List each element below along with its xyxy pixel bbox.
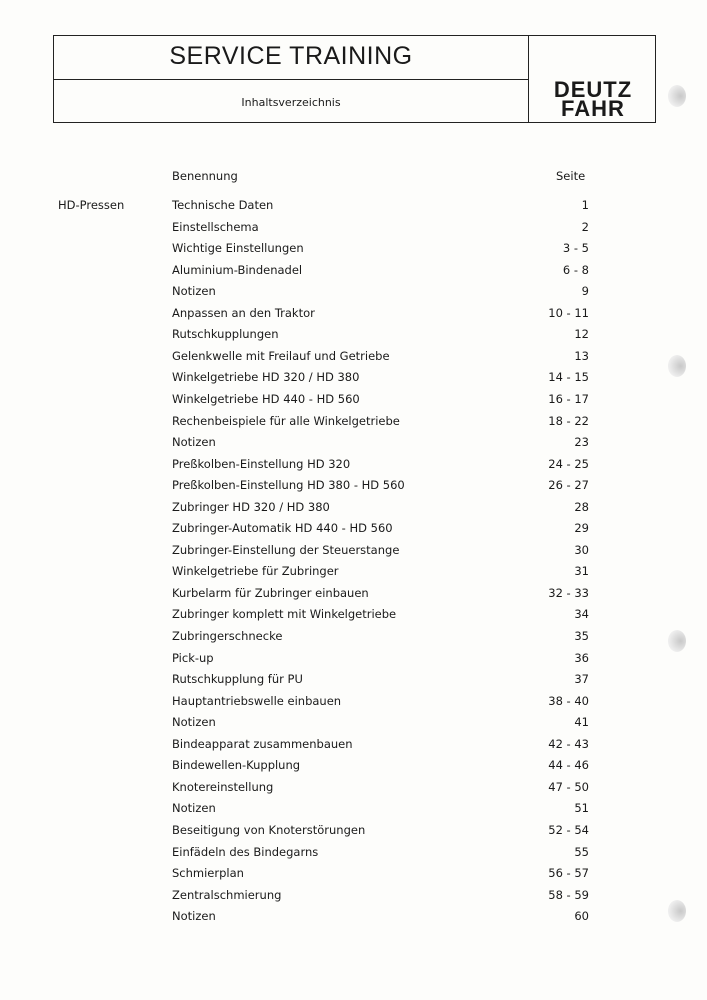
entry-title: Zubringer HD 320 / HD 380 <box>172 499 330 514</box>
toc-entry <box>172 370 589 388</box>
toc-entry <box>172 241 589 259</box>
entry-title: Knotereinstellung <box>172 779 274 794</box>
toc-entry <box>172 888 589 906</box>
entry-title: Rechenbeispiele für alle Winkelgetriebe <box>172 413 400 428</box>
entry-title: Winkelgetriebe HD 440 - HD 560 <box>172 391 360 406</box>
entry-page: 24 - 25 <box>548 456 589 471</box>
deutz-fahr-logo: DEUTZ FAHR <box>553 77 633 121</box>
toc-entry <box>172 694 589 712</box>
divider <box>528 36 529 122</box>
toc-entry <box>172 327 589 345</box>
entry-title: Zubringer-Einstellung der Steuerstange <box>172 542 400 557</box>
entry-page: 35 <box>574 629 589 643</box>
entry-page: 12 <box>574 327 589 342</box>
toc-entry <box>172 564 589 582</box>
toc-entry <box>172 629 589 647</box>
toc-entry <box>172 672 589 690</box>
document-subtitle: Inhaltsverzeichnis <box>241 96 341 109</box>
toc-entry <box>172 435 589 453</box>
entry-page: 14 - 15 <box>548 370 589 385</box>
toc-entry <box>172 586 589 604</box>
entry-title: Zubringer-Automatik HD 440 - HD 560 <box>172 521 393 536</box>
toc-entry <box>172 909 589 927</box>
column-header-page: Seite <box>556 169 586 183</box>
entry-page: 51 <box>574 801 589 816</box>
entry-page: 55 <box>574 844 589 859</box>
entry-title: Pick-up <box>172 650 214 665</box>
entry-page: 26 - 27 <box>548 478 589 493</box>
entry-page: 30 <box>574 542 589 557</box>
entry-title: Anpassen an den Traktor <box>172 305 315 320</box>
entry-page: 52 - 54 <box>548 822 589 837</box>
entry-page: 37 <box>574 672 589 687</box>
toc-entry <box>172 780 589 798</box>
document-title: SERVICE TRAINING <box>169 42 413 70</box>
entry-page: 29 <box>574 521 589 536</box>
toc-entry <box>172 543 589 561</box>
entry-page: 23 <box>574 435 589 450</box>
punch-hole <box>668 630 686 652</box>
section-label: HD-Pressen <box>58 198 125 212</box>
entry-title: Wichtige Einstellungen <box>172 241 304 256</box>
entry-title: Rutschkupplungen <box>172 327 279 342</box>
toc-entry <box>172 715 589 733</box>
column-header-name: Benennung <box>172 169 238 183</box>
entry-title: Kurbelarm für Zubringer einbauen <box>172 585 369 600</box>
entry-title: Bindewellen-Kupplung <box>172 758 301 773</box>
toc-entry <box>172 263 589 281</box>
entry-title: Bindeapparat zusammenbauen <box>172 736 353 751</box>
toc-entry <box>172 414 589 432</box>
toc-entry <box>172 220 589 238</box>
entry-title: Gelenkwelle mit Freilauf und Getriebe <box>172 348 390 363</box>
toc-entry <box>172 306 589 324</box>
entry-page: 18 - 22 <box>548 413 589 428</box>
entry-title: Zentralschmierung <box>172 887 282 902</box>
entry-page: 60 <box>574 909 589 924</box>
entry-page: 56 - 57 <box>548 866 589 881</box>
punch-hole <box>668 85 686 107</box>
entry-page: 2 <box>581 219 589 234</box>
entry-page: 42 - 43 <box>548 736 589 751</box>
entry-page: 10 - 11 <box>548 305 589 320</box>
entry-page: 28 <box>574 499 589 514</box>
toc-entry <box>172 651 589 669</box>
entry-page: 38 - 40 <box>548 693 589 708</box>
entry-title: Aluminium-Bindenadel <box>172 262 303 277</box>
toc-entry <box>172 349 589 367</box>
entry-page: 41 <box>574 715 589 730</box>
entry-page: 32 - 33 <box>548 585 589 600</box>
entry-page: 9 <box>581 284 589 299</box>
entry-title: Notizen <box>172 284 216 299</box>
entry-title: Preßkolben-Einstellung HD 380 - HD 560 <box>172 478 405 493</box>
entry-title: Winkelgetriebe HD 320 / HD 380 <box>172 370 360 385</box>
entry-title: Winkelgetriebe für Zubringer <box>172 564 339 579</box>
toc-entry <box>172 823 589 841</box>
entry-title: Beseitigung von Knoterstörungen <box>172 822 366 837</box>
punch-hole <box>668 355 686 377</box>
toc-entry <box>172 457 589 475</box>
entry-page: 16 - 17 <box>548 391 589 406</box>
toc-entry <box>172 607 589 625</box>
toc-entry <box>172 758 589 776</box>
punch-hole <box>668 900 686 922</box>
entry-page: 47 - 50 <box>548 779 589 794</box>
entry-title: Rutschkupplung für PU <box>172 672 303 687</box>
entry-page: 6 - 8 <box>562 262 589 277</box>
toc-entry <box>172 198 589 216</box>
toc-entry <box>172 478 589 496</box>
entry-title: Notizen <box>172 909 216 924</box>
entry-page: 34 <box>574 607 589 622</box>
entry-title: Notizen <box>172 435 216 450</box>
toc-entry <box>172 737 589 755</box>
toc-entry <box>172 866 589 884</box>
entry-page: 3 - 5 <box>562 241 589 256</box>
entry-title: Preßkolben-Einstellung HD 320 <box>172 456 351 471</box>
toc-entry <box>172 392 589 410</box>
toc-entry <box>172 845 589 863</box>
toc-entry <box>172 801 589 819</box>
entry-title: Hauptantriebswelle einbauen <box>172 693 342 708</box>
toc-entry <box>172 284 589 302</box>
toc-entry <box>172 500 589 518</box>
entry-title: Schmierplan <box>172 866 244 881</box>
header-box <box>53 35 656 123</box>
entry-title: Einstellschema <box>172 219 259 234</box>
entry-title: Technische Daten <box>172 198 274 212</box>
entry-page: 1 <box>581 198 589 212</box>
entry-page: 31 <box>574 564 589 579</box>
divider <box>54 79 528 80</box>
entry-title: Notizen <box>172 715 216 730</box>
entry-title: Notizen <box>172 801 216 816</box>
entry-page: 44 - 46 <box>548 758 589 773</box>
entry-title: Zubringer komplett mit Winkelgetriebe <box>172 607 397 622</box>
entry-page: 36 <box>574 650 589 665</box>
entry-title: Einfädeln des Bindegarns <box>172 844 319 859</box>
entry-title: Zubringerschnecke <box>172 629 283 643</box>
toc-entry <box>172 521 589 539</box>
entry-page: 58 - 59 <box>548 887 589 902</box>
entry-page: 13 <box>574 348 589 363</box>
